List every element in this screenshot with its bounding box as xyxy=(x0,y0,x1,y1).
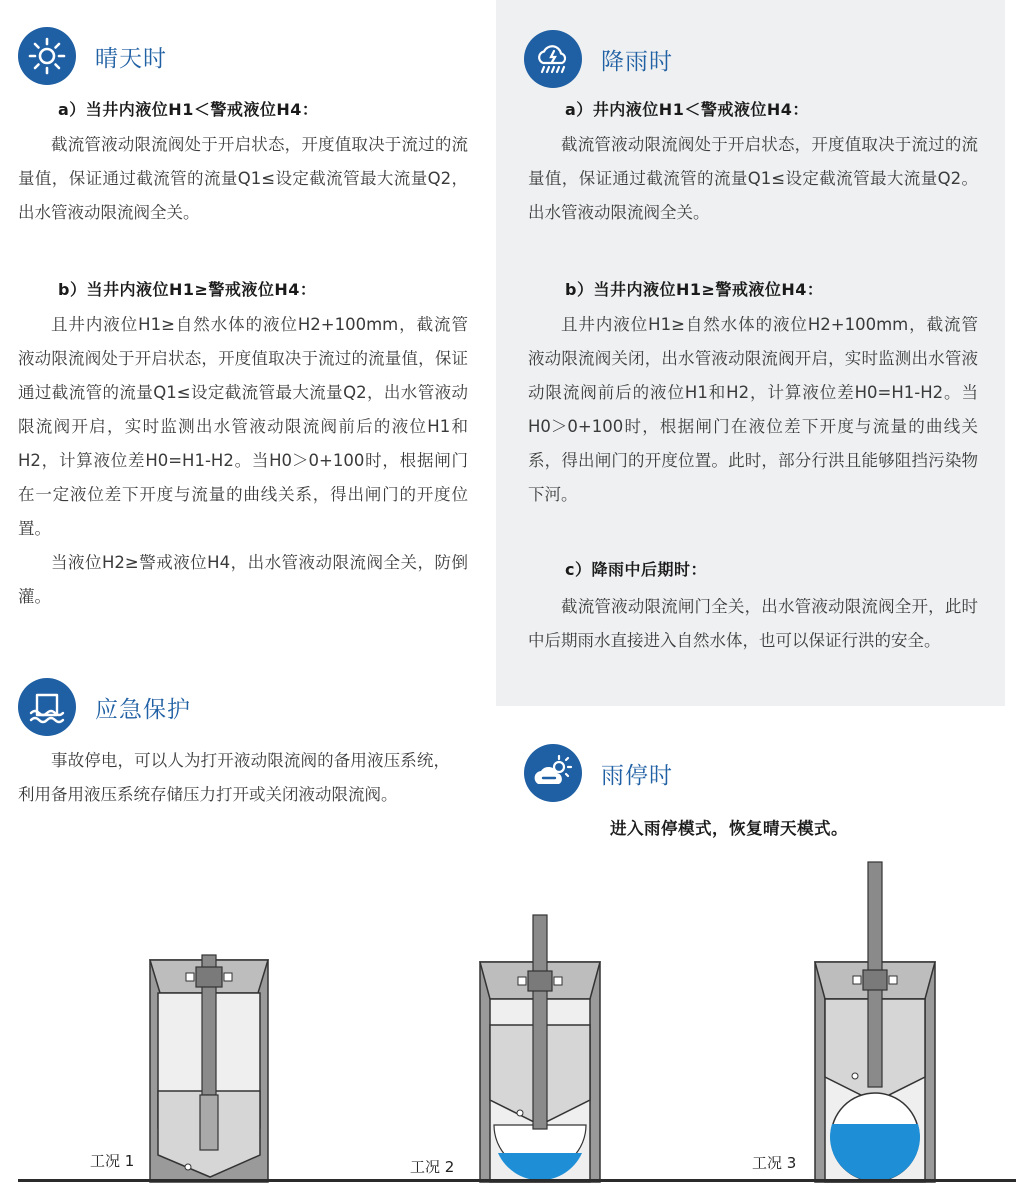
sunny-a-heading: a）当井内液位H1＜警戒液位H4： xyxy=(58,100,319,119)
gate-diagram-2 xyxy=(480,915,602,1185)
emergency-title: 应急保护 xyxy=(95,696,191,723)
rainy-b-text: 且井内液位H1≥自然水体的液位H2+100mm，截流管液动限流阀关闭，出水管液动限流阀开启，实时监测出水管液动限流阀前后的液位H1和H2，计算液位差H0=H1-H2。当H0＞0+100时，根据闸门在液位差下开度与流量的曲线关系，得出闸门的开度位置。此时，部分行洪且能够阻挡污染物下河。 xyxy=(528,315,978,504)
gate-label-3: 工况 3 xyxy=(752,1154,797,1172)
rainstop-header xyxy=(524,744,673,802)
sunny-b-text2: 当液位H2≥警戒液位H4，出水管液动限流阀全关，防倒灌。 xyxy=(18,553,468,606)
gate-diagram-3 xyxy=(815,862,937,1185)
rainy-title: 降雨时 xyxy=(601,48,673,75)
rain-cloud-icon xyxy=(524,30,582,88)
emergency-text: 事故停电，可以人为打开液动限流阀的备用液压系统，利用备用液压系统存储压力打开或关闭液动限流阀。 xyxy=(18,751,450,804)
gate-label-2: 工况 2 xyxy=(410,1158,455,1176)
sun-icon xyxy=(18,27,76,85)
cloud-sun-icon xyxy=(524,744,582,802)
rainy-b-heading: b）当井内液位H1≥警戒液位H4： xyxy=(565,280,824,299)
sunny-header xyxy=(18,27,167,85)
ground-line xyxy=(18,1179,1016,1182)
rainy-a-heading: a）井内液位H1＜警戒液位H4： xyxy=(565,100,809,119)
gate-label-1: 工况 1 xyxy=(90,1152,135,1170)
rainstop-text: 进入雨停模式，恢复晴天模式。 xyxy=(610,819,848,838)
sunny-title: 晴天时 xyxy=(95,45,167,72)
rainy-a-text: 截流管液动限流阀处于开启状态，开度值取决于流过的流量值，保证通过截流管的流量Q1≤设定截流管最大流量Q2。出水管液动限流阀全关。 xyxy=(528,135,978,222)
sunny-b-heading: b）当井内液位H1≥警戒液位H4： xyxy=(58,280,317,299)
flood-house-icon xyxy=(18,678,76,736)
rainy-c-text: 截流管液动限流闸门全关，出水管液动限流阀全开，此时中后期雨水直接进入自然水体，也可以保证行洪的安全。 xyxy=(528,597,978,650)
sunny-a-text: 截流管液动限流阀处于开启状态，开度值取决于流过的流量值，保证通过截流管的流量Q1≤设定截流管最大流量Q2，出水管液动限流阀全关。 xyxy=(18,135,468,222)
rainy-c-heading: c）降雨中后期时： xyxy=(565,560,707,579)
sunny-b-text1: 且井内液位H1≥自然水体的液位H2+100mm，截流管液动限流阀处于开启状态，开度值取决于流过的流量值，保证通过截流管的流量Q1≤设定截流管最大流量Q2，出水管液动限流阀开启，实时监测出水管液动限流阀前后的液位H1和H2，计算液位差H0=H1-H2。当H0＞0+100时，根据闸门在一定液位差下开度与流量的曲线关系，得出闸门的开度位置。 xyxy=(18,315,468,538)
emergency-header xyxy=(18,678,191,736)
rainy-header xyxy=(524,30,673,88)
rainstop-title: 雨停时 xyxy=(601,762,673,789)
gate-diagram-1 xyxy=(150,955,270,1185)
